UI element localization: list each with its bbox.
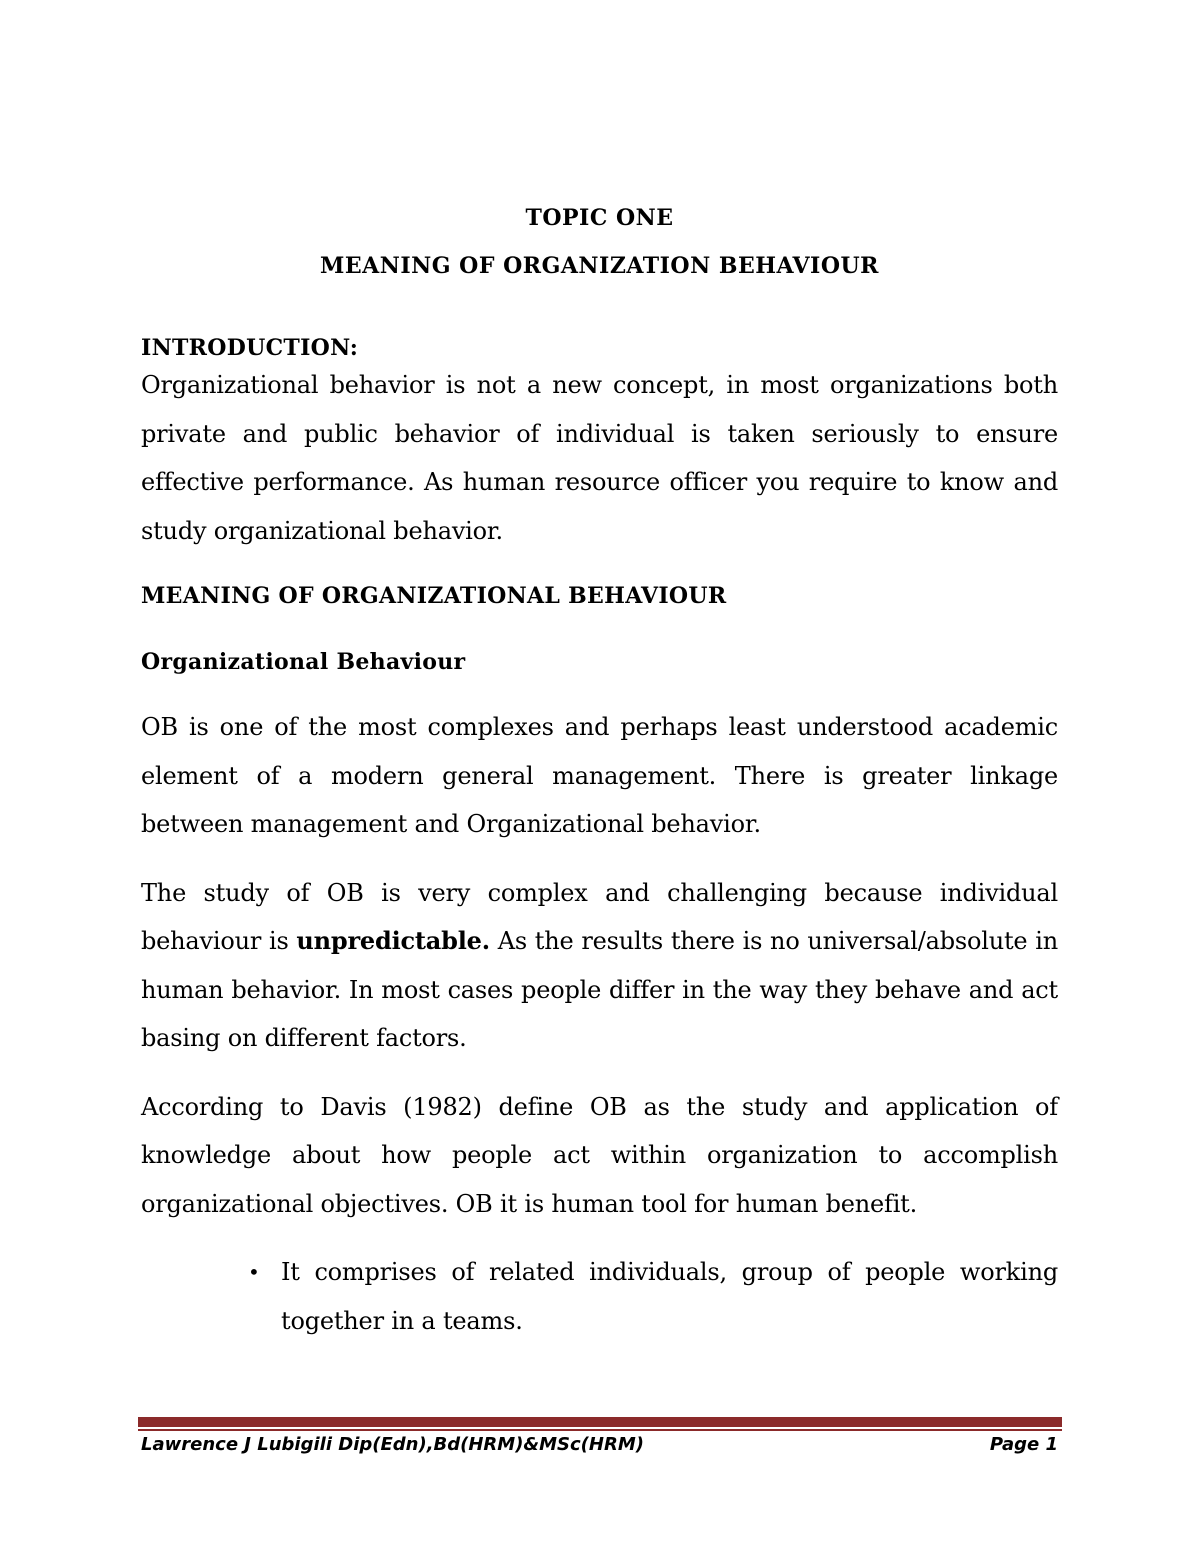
page-content — [141, 205, 1058, 1345]
paragraph-ob-study — [141, 869, 1058, 1063]
ob-subheading: Organizational Behaviour — [141, 649, 466, 675]
meaning-heading: MEANING OF ORGANIZATIONAL BEHAVIOUR — [141, 583, 727, 609]
introduction-heading: INTRODUCTION: — [141, 335, 359, 361]
list-item — [248, 1248, 1058, 1345]
paragraph-ob-study-text-1: The study of OB is very complex and challenging because individual behaviour is — [141, 878, 1058, 955]
page-title: MEANING OF ORGANIZATION BEHAVIOUR — [320, 253, 879, 279]
list-item-text: It comprises of related individuals, group of people working together in a teams. — [281, 1258, 1058, 1335]
paragraph-davis-definition: According to Davis (1982) define OB as the study and application of knowledge about how people act within organization to accomplish organizational objectives. OB it is human tool for human benefit. — [141, 1092, 1058, 1218]
paragraph-ob-complexity: OB is one of the most complexes and perhaps least understood academic element of a modern general management. There is greater linkage between management and Organizational behavior. — [141, 713, 1058, 838]
footer-divider — [138, 1417, 1062, 1427]
footer-author: Lawrence J Lubigili Dip(Edn),Bd(HRM)&MSc(HRM) — [141, 1434, 644, 1455]
paragraph-ob-study-text-2: As the results there is no universal/absolute in human behavior. In most cases people differ in the way they behave and act basing on different factors. — [141, 927, 1058, 1052]
bullet-icon: • — [248, 1260, 260, 1284]
topic-label: TOPIC ONE — [525, 205, 674, 231]
paragraph-ob-study-emphasis: unpredictable. — [296, 926, 490, 955]
introduction-paragraph: Organizational behavior is not a new concept, in most organizations both private and public behavior of individual is taken seriously to ensure effective performance. As human resource officer you require to know and study organizational behavior. — [141, 371, 1058, 545]
bullet-list — [141, 1248, 1058, 1345]
footer-divider-thin — [138, 1429, 1062, 1431]
footer-page-number: Page 1 — [989, 1434, 1058, 1455]
